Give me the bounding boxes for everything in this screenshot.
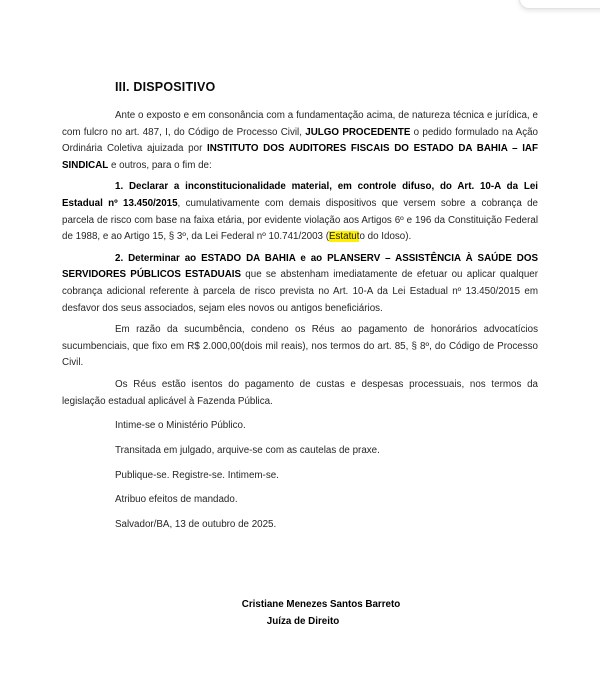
place-date-line (62, 517, 538, 534)
text-run: Ante o exposto e em consonância com a fundamentação acima, de natureza técnica e jurídica, e com fulcro no art. 487, I, do Código de Processo Civil, (62, 110, 538, 138)
opening-paragraph (62, 108, 538, 174)
costs-exemption-paragraph (62, 377, 538, 410)
order-item-2 (62, 251, 538, 317)
signature-title: Juíza de Direito (266, 615, 340, 627)
order-publish-line (62, 468, 538, 485)
text-run: e outros, para o fim de: (108, 159, 212, 171)
fees-paragraph (62, 322, 538, 372)
order-item-1 (62, 179, 538, 245)
text-run: que se abstenham imediatamente de efetuar ou aplicar qualquer cobrança adicional referente à parcela de risco prevista no Art. 10-A da Lei Estadual nº 13.450/2015 em desfavor dos seus associados, sejam eles novos ou antigos beneficiários. (62, 269, 538, 314)
text-run: JULGO PROCEDENTE (305, 126, 411, 138)
text-run: 1. Declarar a inconstitucionalidade material, em controle difuso, do Art. 10-A da Lei Estadual nº 13.450/2015 (62, 181, 538, 209)
text-run: Intime-se o Ministério Público. (115, 420, 246, 432)
order-archive-line (62, 443, 538, 460)
text-run: Atribuo efeitos de mandado. (115, 494, 238, 506)
document-content (62, 80, 538, 630)
signature-block (62, 597, 538, 630)
signature-name: Cristiane Menezes Santos Barreto (241, 599, 401, 611)
text-run: Os Réus estão isentos do pagamento de custas e despesas processuais, nos termos da legislação estadual aplicável à Fazenda Pública. (62, 379, 538, 407)
text-run: 2. Determinar ao ESTADO DA BAHIA e ao PLANSERV – ASSISTÊNCIA À SAÚDE DOS SERVIDORES PÚBLICOS ESTADUAIS (62, 252, 538, 281)
text-run: o do Idoso). (359, 231, 412, 243)
paragraph-list (62, 108, 538, 533)
text-run: , cumulativamente com demais dispositivos que versem sobre a cobrança de parcela de risco com base na faixa etária, por evidente violação aos Artigos 6º e 196 da Constituição Federal de 1988, e ao Artigo 15, § 3º, da Lei Federal nº 10.741/2003 ( (62, 197, 538, 243)
search-highlight: Estatut (328, 231, 360, 243)
text-run: Transitada em julgado, arquive-se com as cautelas de praxe. (115, 444, 380, 456)
text-run: Salvador/BA, 13 de outubro de 2025. (115, 518, 277, 530)
order-intimation-line (62, 418, 538, 435)
section-heading: III. DISPOSITIVO (115, 80, 216, 94)
text-run: Em razão da sucumbência, condeno os Réus ao pagamento de honorários advocatícios sucumbenciais, que fixo em R$ 2.000,00(dois mil reais), nos termos do art. 85, § 8º, do Código de Processo Civil. (62, 324, 538, 369)
text-run: Publique-se. Registre-se. Intimem-se. (115, 469, 279, 481)
floating-toolbar-corner[interactable] (519, 0, 600, 9)
order-mandate-line (62, 492, 538, 509)
text-run: INSTITUTO DOS AUDITORES FISCAIS DO ESTADO DA BAHIA – IAF SINDICAL (62, 143, 538, 171)
text-run: o pedido formulado na Ação Ordinária Coletiva ajuizada por (62, 126, 538, 155)
